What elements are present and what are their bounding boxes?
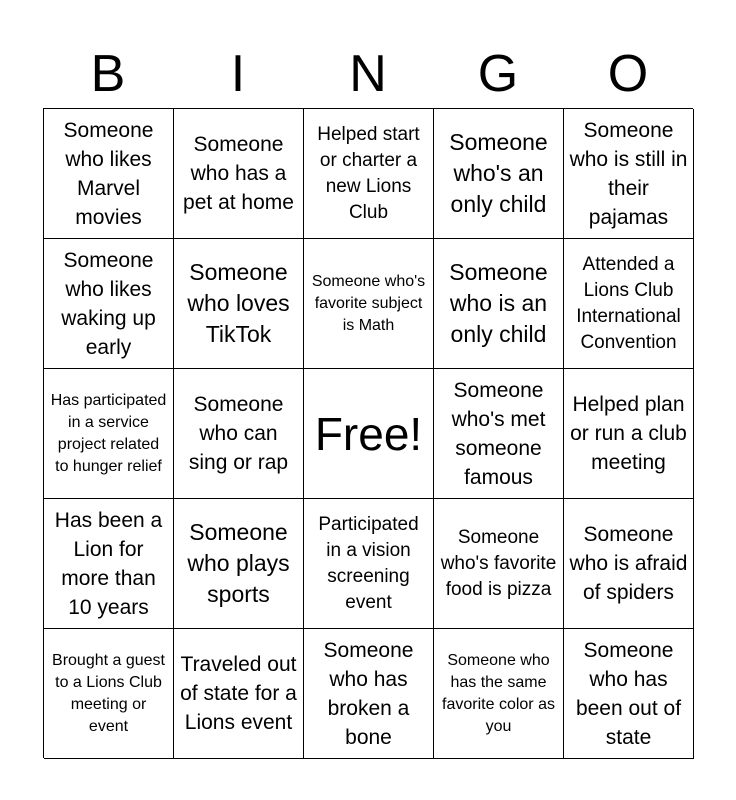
bingo-cell-r1c5 — [564, 109, 694, 239]
bingo-cell-r1c2 — [174, 109, 304, 239]
cell-text: Someone who can sing or rap — [188, 393, 289, 474]
bingo-cell-r4c5 — [564, 499, 694, 629]
bingo-cell-r3c2 — [174, 369, 304, 499]
bingo-cell-r2c4 — [434, 239, 564, 369]
bingo-cell-r1c3 — [304, 109, 434, 239]
cell-text: Attended a Lions Club International Convention — [576, 253, 681, 353]
cell-text: Traveled out of state for a Lions event — [180, 653, 297, 734]
bingo-cell-r2c1 — [44, 239, 174, 369]
bingo-grid — [43, 108, 693, 758]
cell-text: Has participated in a service project related to hunger relief — [50, 391, 167, 475]
cell-text: Someone who likes Marvel movies — [63, 118, 154, 229]
cell-text: Someone who's favorite subject is Math — [311, 272, 426, 334]
cell-text: Someone who has broken a bone — [323, 638, 414, 749]
cell-text: Has been a Lion for more than 10 years — [54, 508, 163, 619]
cell-text: Someone who is an only child — [449, 259, 548, 347]
bingo-cell-r4c1 — [44, 499, 174, 629]
cell-text: Helped plan or run a club meeting — [570, 393, 687, 474]
cell-text: Someone who loves TikTok — [187, 259, 290, 347]
bingo-cell-r3c1 — [44, 369, 174, 499]
bingo-cell-r5c4 — [434, 629, 564, 759]
cell-text: Participated in a vision screening event — [318, 513, 419, 613]
cell-text: Helped start or charter a new Lions Club — [317, 123, 420, 223]
bingo-cell-r2c2 — [174, 239, 304, 369]
bingo-cell-r3c4 — [434, 369, 564, 499]
bingo-cell-r2c3 — [304, 239, 434, 369]
header-letter-o: O — [607, 45, 649, 103]
cell-text: Someone who's favorite food is pizza — [440, 526, 557, 600]
header-letter-g: G — [477, 45, 519, 103]
bingo-cell-r2c5 — [564, 239, 694, 369]
free-space-text: Free! — [314, 407, 423, 460]
header-letter-b: B — [90, 45, 126, 103]
bingo-cell-r4c3 — [304, 499, 434, 629]
cell-text: Someone who has a pet at home — [183, 133, 294, 214]
bingo-cell-r1c4 — [434, 109, 564, 239]
bingo-cell-r5c3 — [304, 629, 434, 759]
bingo-cell-free — [304, 369, 434, 499]
header-letter-i: I — [230, 45, 246, 103]
cell-text: Someone who likes waking up early — [61, 248, 156, 359]
bingo-cell-r5c2 — [174, 629, 304, 759]
bingo-cell-r5c1 — [44, 629, 174, 759]
cell-text: Someone who has been out of state — [575, 638, 682, 749]
cell-text: Someone who's met someone famous — [451, 378, 546, 489]
cell-text: Someone who has the same favorite color as you — [442, 651, 555, 735]
bingo-header — [43, 40, 693, 108]
bingo-cell-r1c1 — [44, 109, 174, 239]
bingo-cell-r5c5 — [564, 629, 694, 759]
cell-text: Someone who is still in their pajamas — [569, 118, 688, 229]
bingo-cell-r4c4 — [434, 499, 564, 629]
cell-text: Brought a guest to a Lions Club meeting or event — [52, 651, 165, 735]
cell-text: Someone who plays sports — [187, 519, 290, 607]
header-letter-n: N — [349, 45, 387, 103]
bingo-cell-r3c5 — [564, 369, 694, 499]
bingo-cell-r4c2 — [174, 499, 304, 629]
cell-text: Someone who is afraid of spiders — [569, 523, 688, 604]
cell-text: Someone who's an only child — [449, 129, 548, 217]
